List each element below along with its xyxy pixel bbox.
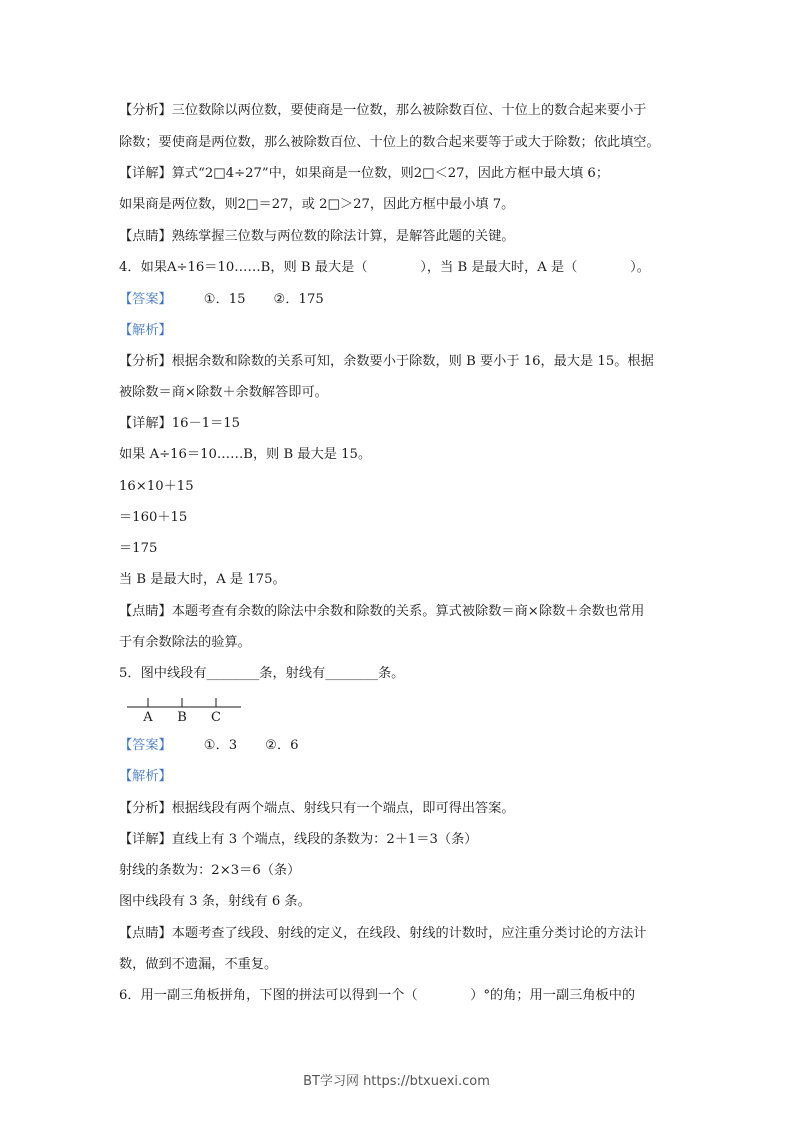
q4-key-point-line1: 【点睛】本题考查有余数的除法中余数和除数的关系。算式被除数＝商×除数＋余数也常用	[119, 604, 645, 619]
q4-answer-2: ②．175	[273, 292, 324, 307]
q3-analysis-line2: 除数；要使商是两位数，那么被除数百位、十位上的数合起来要等于或大于除数；依此填空。	[119, 135, 660, 150]
q5-answer-2: ②．6	[265, 738, 299, 753]
q3-analysis-line1: 【分析】三位数除以两位数，要使商是一位数，那么被除数百位、十位上的数合起来要小于	[119, 103, 647, 118]
q5-line-figure	[119, 695, 249, 725]
q5-analysis: 【分析】根据线段有两个端点、射线只有一个端点，即可得出答案。	[119, 801, 515, 816]
q5-solution-label: 【解析】	[119, 769, 172, 784]
q5-key-point-line2: 数，做到不遗漏，不重复。	[119, 957, 278, 972]
q5-detail: 【详解】直线上有 3 个端点，线段的条数为：2＋1＝3（条）	[119, 832, 478, 847]
point-a-label: A	[143, 710, 153, 725]
q4-key-point-line2: 于有余数除法的验算。	[119, 635, 251, 650]
point-b-label: B	[177, 710, 187, 725]
q5-step-2: 图中线段有 3 条，射线有 6 条。	[119, 894, 311, 909]
q6-question: 6．用一副三角板拼角，下图的拼法可以得到一个（ ）°的角；用一副三角板中的	[119, 988, 636, 1003]
q4-analysis-line1: 【分析】根据余数和除数的关系可知，余数要小于除数，则 B 要小于 16，最大是 15。根据	[119, 354, 654, 369]
q3-key-point: 【点睛】熟练掌握三位数与两位数的除法计算，是解答此题的关键。	[119, 229, 515, 244]
q4-step-3: ＝160＋15	[119, 510, 188, 525]
q4-step-1: 如果 A÷16＝10……B，则 B 最大是 15。	[119, 447, 372, 462]
q3-detail-line2: 如果商是两位数，则2□＝27，或 2□＞27，因此方框中最小填 7。	[119, 197, 515, 212]
q4-step-4: ＝175	[119, 541, 158, 556]
q4-step-2: 16×10＋15	[119, 479, 194, 494]
point-c-label: C	[211, 710, 221, 725]
q4-analysis-line2: 被除数＝商×除数＋余数解答即可。	[119, 385, 328, 400]
q5-step-1: 射线的条数为：2×3＝6（条）	[119, 863, 301, 878]
q4-answer-label: 【答案】	[119, 292, 172, 307]
q4-answer-row	[119, 290, 689, 310]
q5-answer-1: ①．3	[203, 738, 238, 753]
q4-solution-label: 【解析】	[119, 323, 172, 338]
q3-detail-line1: 【详解】算式“2□4÷27”中，如果商是一位数，则2□＜27，因此方框中最大填 6；	[119, 166, 610, 181]
q4-detail: 【详解】16－1＝15	[119, 416, 241, 431]
q5-key-point-line1: 【点睛】本题考查了线段、射线的定义，在线段、射线的计数时，应注重分类讨论的方法计	[119, 926, 647, 941]
q4-answer-1: ①．15	[203, 292, 246, 307]
page-footer: BT学习网 https://btxuexi.com	[303, 1074, 490, 1089]
q4-step-5: 当 B 是最大时，A 是 175。	[119, 572, 286, 587]
q5-answer-label: 【答案】	[119, 738, 172, 753]
q4-question: 4．如果A÷16＝10……B，则 B 最大是（ ），当 B 是最大时，A 是（ ）。	[119, 260, 650, 275]
q5-answer-row	[119, 736, 689, 756]
q5-question: 5．图中线段有________条，射线有________条。	[119, 666, 405, 681]
